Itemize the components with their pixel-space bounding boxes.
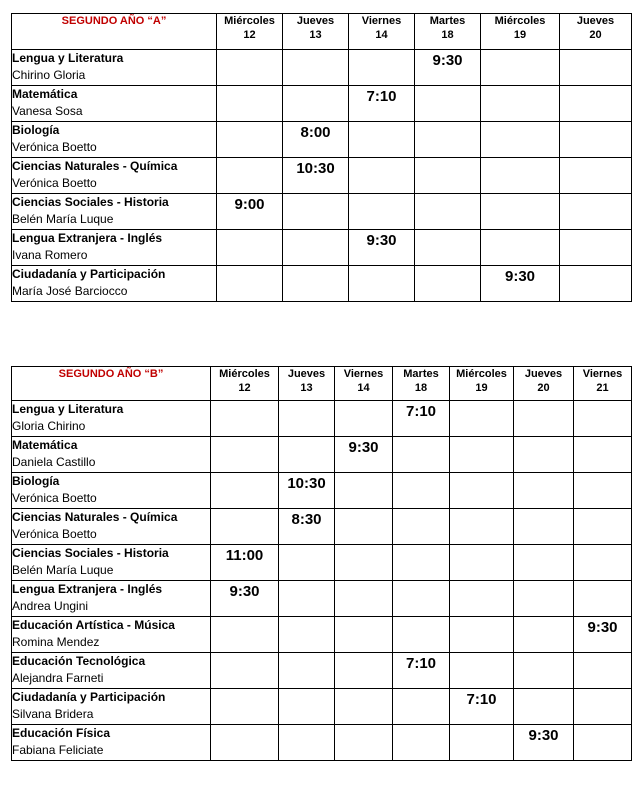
subject-cell: [12, 725, 211, 761]
date-header-day: Viernes: [343, 368, 384, 380]
teacher-name: Verónica Boetto: [12, 491, 97, 505]
exam-time-cell: 10:30: [283, 158, 349, 194]
date-header-day: Miércoles: [224, 15, 275, 27]
subject-cell: [12, 689, 211, 725]
empty-cell: [514, 581, 574, 617]
empty-cell: [349, 158, 415, 194]
empty-cell: [574, 653, 632, 689]
empty-cell: [217, 158, 283, 194]
date-header-day: Martes: [403, 368, 439, 380]
empty-cell: [279, 617, 335, 653]
subject-row: [12, 509, 632, 545]
date-header-number: 20: [589, 29, 602, 41]
empty-cell: [283, 86, 349, 122]
empty-cell: [481, 122, 560, 158]
empty-cell: [560, 86, 632, 122]
empty-cell: [335, 653, 393, 689]
empty-cell: [283, 50, 349, 86]
exam-time-cell: 9:30: [574, 617, 632, 653]
date-header-day: Jueves: [296, 15, 335, 27]
empty-cell: [450, 617, 514, 653]
empty-cell: [574, 401, 632, 437]
subject-cell: [12, 194, 217, 230]
empty-cell: [481, 158, 560, 194]
empty-cell: [450, 653, 514, 689]
date-header: [481, 14, 560, 50]
teacher-name: Belén María Luque: [12, 212, 114, 226]
subject-name: Ciencias Sociales - Historia: [12, 195, 169, 209]
empty-cell: [514, 653, 574, 689]
empty-cell: [279, 437, 335, 473]
date-header: [279, 367, 335, 401]
subject-cell: [12, 266, 217, 302]
subject-row: [12, 266, 632, 302]
empty-cell: [574, 509, 632, 545]
date-header-day: Jueves: [287, 368, 326, 380]
subject-cell: [12, 437, 211, 473]
subject-row: [12, 473, 632, 509]
empty-cell: [393, 617, 450, 653]
empty-cell: [283, 266, 349, 302]
exam-time-cell: 9:30: [481, 266, 560, 302]
subject-name: Ciencias Naturales - Química: [12, 510, 178, 524]
empty-cell: [393, 473, 450, 509]
date-header-day: Viernes: [582, 368, 623, 380]
empty-cell: [450, 473, 514, 509]
subject-cell: [12, 581, 211, 617]
empty-cell: [481, 86, 560, 122]
empty-cell: [393, 581, 450, 617]
date-header: [217, 14, 283, 50]
exam-time-cell: 9:30: [335, 437, 393, 473]
empty-cell: [335, 689, 393, 725]
date-header-number: 19: [513, 29, 527, 41]
table-title: SEGUNDO AÑO “A”: [12, 14, 217, 50]
date-header: [211, 367, 279, 401]
subject-name: Lengua y Literatura: [12, 51, 124, 65]
subject-name: Educación Artística - Música: [12, 618, 175, 632]
empty-cell: [560, 158, 632, 194]
date-header: [415, 14, 481, 50]
teacher-name: Belén María Luque: [12, 563, 114, 577]
subject-cell: [12, 86, 217, 122]
exam-time-cell: 9:30: [415, 50, 481, 86]
subject-name: Educación Tecnológica: [12, 654, 146, 668]
empty-cell: [217, 266, 283, 302]
empty-cell: [574, 473, 632, 509]
subject-name: Matemática: [12, 87, 78, 101]
empty-cell: [335, 725, 393, 761]
date-header: [393, 367, 450, 401]
date-header-number: 13: [300, 382, 313, 394]
subject-name: Lengua Extranjera - Inglés: [12, 231, 163, 245]
subject-row: [12, 725, 632, 761]
empty-cell: [450, 437, 514, 473]
subject-name: Matemática: [12, 438, 78, 452]
teacher-name: Ivana Romero: [12, 248, 88, 262]
subject-row: [12, 50, 632, 86]
empty-cell: [415, 158, 481, 194]
empty-cell: [279, 653, 335, 689]
date-header-day: Miércoles: [219, 368, 270, 380]
empty-cell: [211, 689, 279, 725]
empty-cell: [514, 617, 574, 653]
empty-cell: [574, 689, 632, 725]
empty-cell: [450, 581, 514, 617]
subject-name: Educación Física: [12, 726, 111, 740]
empty-cell: [211, 617, 279, 653]
table-title: SEGUNDO AÑO “B”: [12, 367, 211, 401]
empty-cell: [349, 194, 415, 230]
empty-cell: [349, 122, 415, 158]
subject-row: [12, 689, 632, 725]
exam-time-cell: 9:30: [211, 581, 279, 617]
date-header: [283, 14, 349, 50]
empty-cell: [393, 725, 450, 761]
empty-cell: [283, 230, 349, 266]
teacher-name: Vanesa Sosa: [12, 104, 83, 118]
empty-cell: [279, 545, 335, 581]
empty-cell: [393, 437, 450, 473]
empty-cell: [335, 473, 393, 509]
subject-name: Biología: [12, 123, 60, 137]
date-header: [574, 367, 632, 401]
teacher-name: Verónica Boetto: [12, 140, 97, 154]
schedule-table-a: [11, 13, 632, 302]
empty-cell: [574, 725, 632, 761]
empty-cell: [335, 581, 393, 617]
empty-cell: [349, 50, 415, 86]
empty-cell: [217, 50, 283, 86]
subject-cell: [12, 509, 211, 545]
date-header-number: 19: [475, 382, 488, 394]
date-header-day: Jueves: [524, 368, 563, 380]
date-header: [450, 367, 514, 401]
date-header: [335, 367, 393, 401]
empty-cell: [211, 401, 279, 437]
empty-cell: [415, 194, 481, 230]
exam-time-cell: 7:10: [393, 653, 450, 689]
teacher-name: Romina Mendez: [12, 635, 100, 649]
empty-cell: [283, 194, 349, 230]
subject-row: [12, 122, 632, 158]
empty-cell: [574, 545, 632, 581]
schedule-b-body: [12, 367, 632, 761]
date-header-day: Viernes: [361, 15, 402, 27]
exam-time-cell: 10:30: [279, 473, 335, 509]
subject-row: [12, 653, 632, 689]
teacher-name: Andrea Ungini: [12, 599, 89, 613]
teacher-name: Chirino Gloria: [12, 68, 86, 82]
empty-cell: [415, 266, 481, 302]
subject-row: [12, 158, 632, 194]
exam-time-cell: 9:30: [349, 230, 415, 266]
empty-cell: [450, 545, 514, 581]
subject-cell: [12, 50, 217, 86]
teacher-name: Silvana Bridera: [12, 707, 94, 721]
exam-time-cell: 7:10: [450, 689, 514, 725]
empty-cell: [279, 401, 335, 437]
date-header: [560, 14, 632, 50]
date-header: [349, 14, 415, 50]
empty-cell: [335, 401, 393, 437]
subject-name: Ciencias Sociales - Historia: [12, 546, 169, 560]
empty-cell: [481, 50, 560, 86]
empty-cell: [335, 617, 393, 653]
teacher-name: Alejandra Farneti: [12, 671, 104, 685]
schedule-table-b: [11, 366, 632, 761]
date-header-number: 12: [238, 382, 251, 394]
subject-row: [12, 401, 632, 437]
subject-cell: [12, 545, 211, 581]
empty-cell: [514, 545, 574, 581]
subject-cell: [12, 122, 217, 158]
subject-row: [12, 545, 632, 581]
exam-time-cell: 11:00: [211, 545, 279, 581]
empty-cell: [574, 437, 632, 473]
schedule-a-body: [12, 14, 632, 302]
header-row: [12, 367, 632, 401]
teacher-name: Verónica Boetto: [12, 527, 97, 541]
empty-cell: [514, 509, 574, 545]
empty-cell: [450, 401, 514, 437]
exam-time-cell: 7:10: [349, 86, 415, 122]
empty-cell: [560, 266, 632, 302]
empty-cell: [217, 230, 283, 266]
header-row: [12, 14, 632, 50]
date-header-day: Martes: [429, 15, 466, 27]
date-header-number: 12: [243, 29, 256, 41]
subject-cell: [12, 230, 217, 266]
exam-time-cell: 9:00: [217, 194, 283, 230]
exam-time-cell: 7:10: [393, 401, 450, 437]
empty-cell: [560, 50, 632, 86]
teacher-name: Fabiana Feliciate: [12, 743, 104, 757]
empty-cell: [279, 689, 335, 725]
subject-name: Lengua Extranjera - Inglés: [12, 582, 163, 596]
empty-cell: [481, 194, 560, 230]
date-header: [514, 367, 574, 401]
subject-cell: [12, 158, 217, 194]
empty-cell: [574, 581, 632, 617]
empty-cell: [211, 509, 279, 545]
empty-cell: [211, 653, 279, 689]
empty-cell: [560, 230, 632, 266]
subject-row: [12, 581, 632, 617]
empty-cell: [514, 401, 574, 437]
subject-name: Ciencias Naturales - Química: [12, 159, 178, 173]
subject-name: Ciudadanía y Participación: [12, 267, 166, 281]
teacher-name: Gloria Chirino: [12, 419, 86, 433]
exam-time-cell: 9:30: [514, 725, 574, 761]
exam-time-cell: 8:30: [279, 509, 335, 545]
date-header-number: 18: [441, 29, 454, 41]
empty-cell: [450, 725, 514, 761]
date-header-day: Miércoles: [456, 368, 507, 380]
subject-row: [12, 230, 632, 266]
subject-name: Lengua y Literatura: [12, 402, 124, 416]
empty-cell: [481, 230, 560, 266]
empty-cell: [279, 725, 335, 761]
empty-cell: [415, 122, 481, 158]
teacher-name: Verónica Boetto: [12, 176, 97, 190]
empty-cell: [217, 122, 283, 158]
empty-cell: [211, 437, 279, 473]
teacher-name: María José Barciocco: [12, 284, 128, 298]
empty-cell: [560, 122, 632, 158]
empty-cell: [560, 194, 632, 230]
empty-cell: [211, 725, 279, 761]
empty-cell: [349, 266, 415, 302]
date-header-number: 18: [414, 382, 428, 394]
empty-cell: [393, 689, 450, 725]
subject-cell: [12, 653, 211, 689]
date-header-number: 14: [375, 29, 388, 41]
exam-time-cell: 8:00: [283, 122, 349, 158]
empty-cell: [279, 581, 335, 617]
empty-cell: [211, 473, 279, 509]
empty-cell: [514, 437, 574, 473]
date-header-number: 13: [309, 29, 322, 41]
teacher-name: Daniela Castillo: [12, 455, 96, 469]
subject-row: [12, 437, 632, 473]
empty-cell: [393, 509, 450, 545]
subject-cell: [12, 473, 211, 509]
subject-row: [12, 194, 632, 230]
date-header-number: 20: [537, 382, 550, 394]
subject-name: Biología: [12, 474, 60, 488]
empty-cell: [335, 509, 393, 545]
empty-cell: [415, 230, 481, 266]
empty-cell: [415, 86, 481, 122]
empty-cell: [514, 473, 574, 509]
subject-cell: [12, 401, 211, 437]
date-header-day: Jueves: [576, 15, 615, 27]
empty-cell: [393, 545, 450, 581]
subject-cell: [12, 617, 211, 653]
subject-row: [12, 617, 632, 653]
empty-cell: [450, 509, 514, 545]
date-header-number: 21: [596, 382, 609, 394]
subject-row: [12, 86, 632, 122]
empty-cell: [514, 689, 574, 725]
subject-name: Ciudadanía y Participación: [12, 690, 166, 704]
empty-cell: [217, 86, 283, 122]
date-header-day: Miércoles: [494, 15, 546, 27]
empty-cell: [335, 545, 393, 581]
date-header-number: 14: [357, 382, 370, 394]
